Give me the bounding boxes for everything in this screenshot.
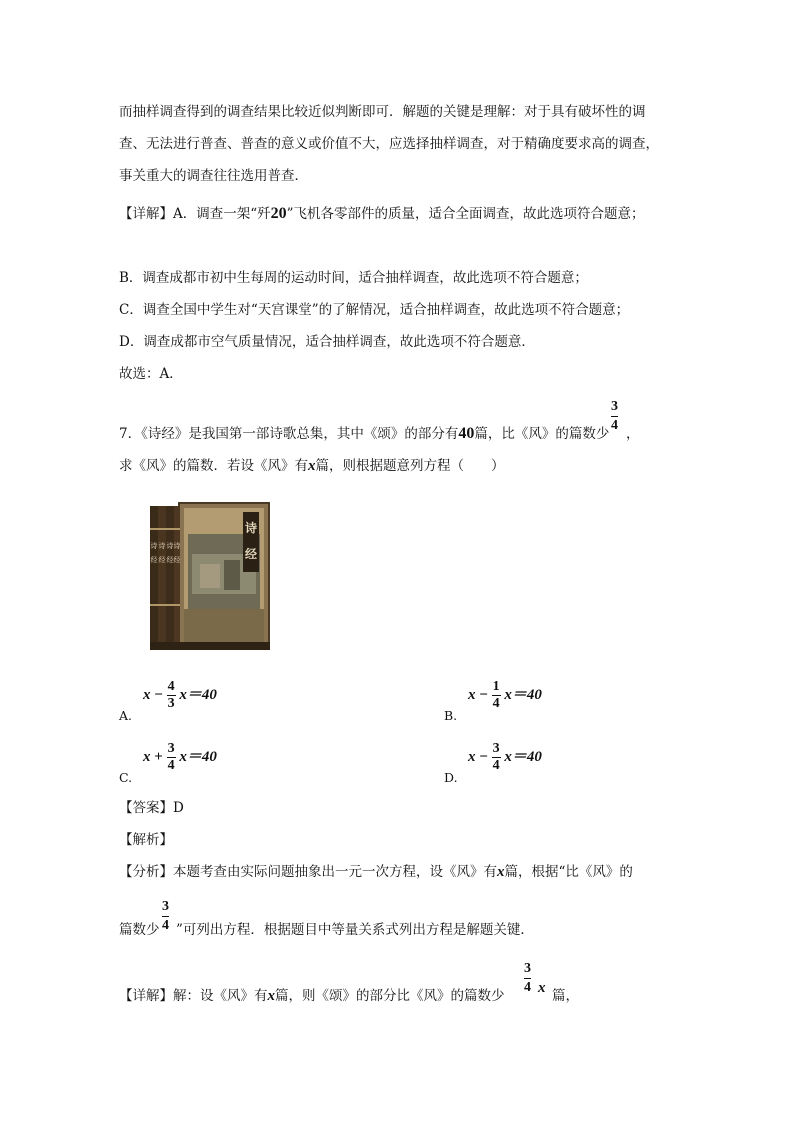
svg-text:诗: 诗: [166, 542, 174, 550]
svg-text:经: 经: [158, 556, 166, 564]
shijing-book-image: [148, 494, 272, 654]
text-line: D．调查成都市空气质量情况，适合抽样调查，故此选项不符合题意．: [119, 334, 535, 350]
detail-line: 【详解】解：设《风》有x篇，则《颂》的部分比《风》的篇数少: [119, 988, 505, 1004]
question-line-1: 7．《诗经》是我国第一部诗歌总集，其中《颂》的部分有40篇，比《风》的篇数少: [119, 425, 610, 442]
analysis-line-2: 篇数少: [119, 922, 160, 938]
question-line-2: 求《风》的篇数．若设《风》有x篇，则根据题意列方程（ ）: [119, 458, 505, 474]
text-line: C．调查全国中学生对“天宫课堂”的了解情况，适合抽样调查，故此选项不符合题意；: [119, 302, 630, 318]
analysis-heading: 【解析】: [119, 832, 173, 848]
svg-text:诗: 诗: [173, 542, 181, 550]
cover-char-bottom: 经: [244, 547, 258, 561]
analysis-line-1: 【分析】本题考查由实际问题抽象出一元一次方程，设《风》有x篇，根据“比《风》的: [119, 864, 633, 880]
fraction-three-quarters: 3 4: [611, 399, 618, 433]
detail-line-a: 【详解】A．调查一架“歼20”飞机各零部件的质量，适合全面调查，故此选项符合题意；: [119, 205, 645, 222]
text-line: 事关重大的调查往往选用普查．: [119, 168, 308, 184]
equation-d: x − $\frac{3}{4}$ x＝40: [468, 741, 542, 773]
svg-text:经: 经: [166, 556, 174, 564]
analysis-fraction: 3 4: [162, 899, 169, 933]
svg-text:经: 经: [173, 556, 181, 564]
text-line: B．调查成都市初中生每周的运动时间，适合抽样调查，故此选项不符合题意；: [119, 270, 588, 286]
text-line: 而抽样调查得到的调查结果比较近似判断即可．解题的关键是理解：对于具有破坏性的调: [119, 104, 646, 120]
detail-fraction: 3 4: [524, 961, 531, 995]
book-set-illustration: [148, 494, 272, 654]
answer-line: 【答案】D: [119, 800, 184, 816]
svg-text:诗: 诗: [150, 542, 158, 550]
equation-b: x − $\frac{1}{4}$ x＝40: [468, 679, 542, 711]
number-20: 20: [270, 205, 287, 222]
text-line: 故选：A．: [119, 366, 183, 382]
text-line: 查、无法进行普查、普查的意义或价值不大，应选择抽样调查，对于精确度要求高的调查，: [119, 136, 659, 152]
svg-text:经: 经: [150, 556, 158, 564]
equation-a: x − $\frac{4}{3}$ x＝40: [143, 679, 217, 711]
cover-char-top: 诗: [244, 521, 258, 535]
svg-text:诗: 诗: [158, 542, 166, 550]
equation-c: x + $\frac{3}{4}$ x＝40: [143, 741, 217, 773]
